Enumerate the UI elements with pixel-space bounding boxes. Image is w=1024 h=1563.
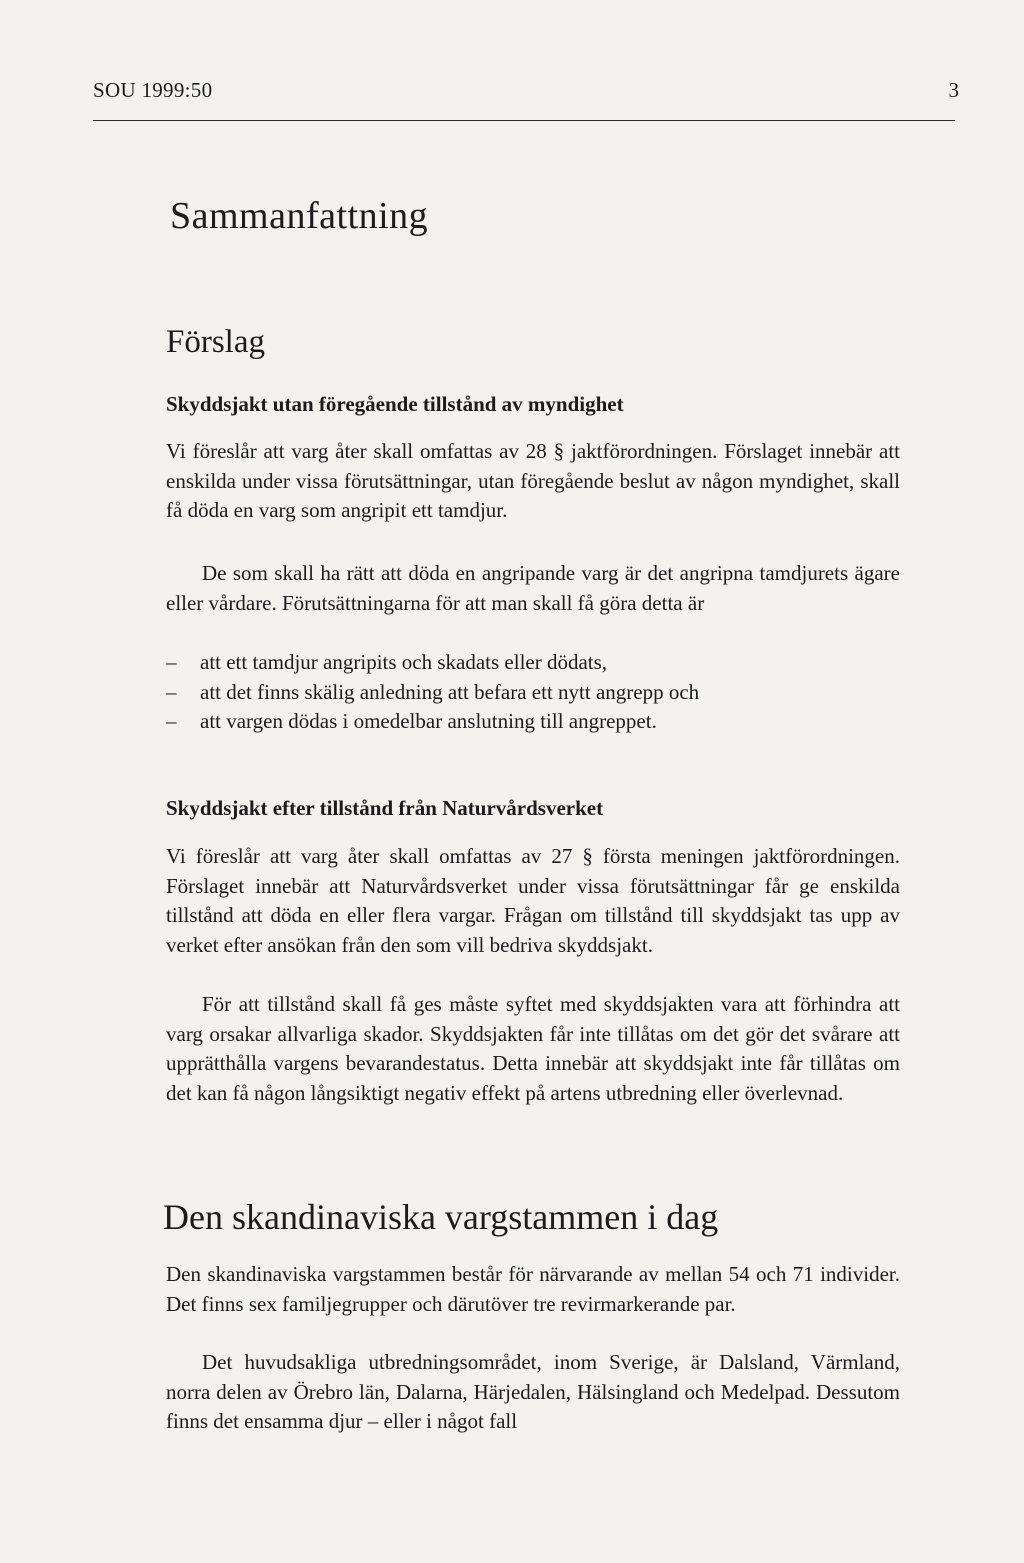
report-series-number: SOU 1999:50 xyxy=(93,78,213,102)
paragraph: Vi föreslår att varg åter skall omfattas av 28 § jaktförordningen. Förslaget innebär att enskilda under vissa förutsättningar, utan föregående beslut av någon myndighet, skall få döda en varg som angripit ett tamdjur. xyxy=(166,439,900,522)
section-title-forslag: Förslag xyxy=(166,324,265,360)
list-item xyxy=(166,707,900,737)
list-item-text: att det finns skälig anledning att befara ett nytt angrepp och xyxy=(200,679,700,704)
paragraph: Den skandinaviska vargstammen består för närvarande av mellan 54 och 71 individer. Det finns sex familjegrupper och därutöver tre revirmarkerande par. xyxy=(166,1262,900,1316)
section-title-vargstammen: Den skandinaviska vargstammen i dag xyxy=(163,1197,719,1237)
list-item xyxy=(166,648,900,678)
subheading-skyddsjakt-efter-tillstand: Skyddsjakt efter tillstånd från Naturvårdsverket xyxy=(166,796,604,820)
bullet-dash: – xyxy=(166,650,177,674)
paragraph: De som skall ha rätt att döda en angripande varg är det angripna tamdjurets ägare eller vårdare. Förutsättningarna för att man skall få göra detta är xyxy=(166,561,900,615)
list-item-text: att ett tamdjur angripits och skadats eller dödats, xyxy=(200,650,608,674)
bullet-dash: – xyxy=(166,679,177,704)
subheading-skyddsjakt-utan-tillstand: Skyddsjakt utan föregående tillstånd av myndighet xyxy=(166,392,624,416)
list-item xyxy=(166,678,900,708)
page-number: 3 xyxy=(948,78,959,102)
paragraph: Det huvudsakliga utbredningsområdet, inom Sverige, är Dalsland, Värmland, norra delen av Örebro län, Dalarna, Härjedalen, Hälsingland och Medelpad. Dessutom finns det ensamma djur – eller i något fall xyxy=(166,1350,900,1433)
paragraph: För att tillstånd skall få ges måste syftet med skyddsjakten vara att förhindra att varg orsakar allvarliga skador. Skyddsjakten får inte tillåtas om det gör det svårare att upprätthålla vargens bevarandestatus. Detta innebär att skyddsjakt inte får tillåtas om det kan få någon långsiktigt negativ effekt på artens utbredning eller överlevnad. xyxy=(166,992,900,1105)
list-item-text: att vargen dödas i omedelbar anslutning till angreppet. xyxy=(200,709,657,733)
paragraph: Vi föreslår att varg åter skall omfattas av 27 § första meningen jaktförordningen. Förslaget innebär att Naturvårdsverket under vissa förutsättningar får ge enskilda tillstånd att döda en eller flera vargar. Frågan om tillstånd till skyddsjakt tas upp av verket efter ansökan från den som vill bedriva skyddsjakt. xyxy=(166,844,900,957)
running-header xyxy=(93,78,959,108)
bullet-dash: – xyxy=(166,709,177,733)
header-divider xyxy=(93,120,955,121)
condition-list xyxy=(166,648,900,737)
chapter-title: Sammanfattning xyxy=(170,195,429,237)
